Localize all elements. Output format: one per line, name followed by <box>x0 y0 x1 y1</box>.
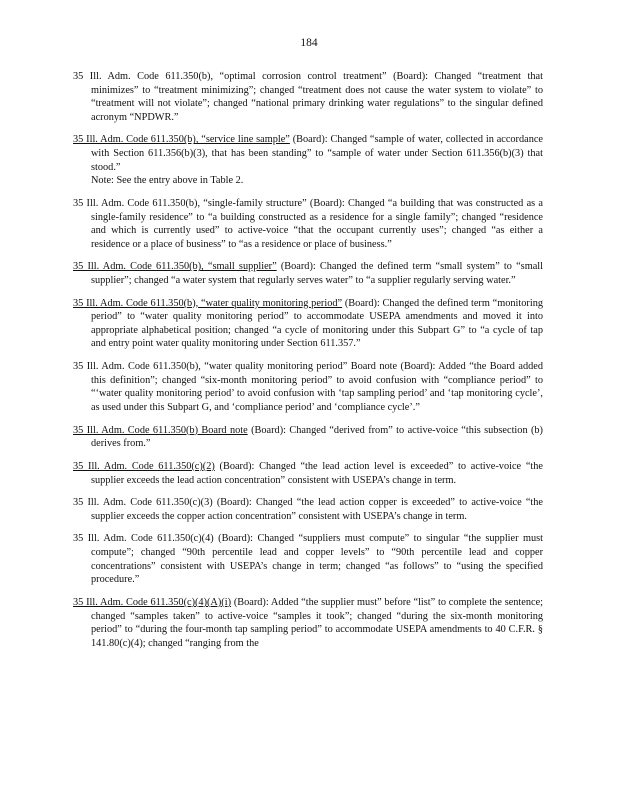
entry-text: (Board): Changed “the lead action level is exceeded” to active-voice “the supplier exceeds the lead action concentration” consistent with USEPA’s change in term. <box>91 460 543 486</box>
entry-text: (Board): Changed the defined term “small system” to “small supplier”; changed “a water system that regularly serves water” to “a supplier regularly serving water.” <box>91 261 543 286</box>
entry-text: (Board): Changed “sample of water, collected in accordance with Section 611.356(b)(3), that has been standing” to “sample of water under Section 611.356(b)(3) that stood.” <box>91 134 543 173</box>
entry-c-4-a-i <box>73 596 543 650</box>
entry-small-supplier <box>73 260 543 287</box>
entry-board-note <box>73 424 543 451</box>
page-number: 184 <box>300 37 318 49</box>
entry-citation: 35 Ill. Adm. Code 611.350(c)(3) <box>73 497 213 509</box>
entry-single-family-structure <box>73 197 543 251</box>
entry-citation: 35 Ill. Adm. Code 611.350(b) Board note <box>73 424 248 436</box>
entry-citation: 35 Ill. Adm. Code 611.350(c)(4)(A)(i) <box>73 596 232 608</box>
entry-service-line-sample <box>73 133 543 187</box>
entry-optimal-corrosion-control-treatment <box>73 70 543 124</box>
entry-text: (Board): Changed “the lead action copper is exceeded” to active-voice “the supplier exceeds the copper action concentration” consistent with USEPA’s change in term. <box>91 497 544 522</box>
entry-text: (Board): Changed “a building that was constructed as a single-family residence” to “a building constructed as a residence for a single family”; changed “residence and which is currently used” to active-voice “that the occupant currently uses”; changed “as either a residence or a place of business” to “as a residence or place of business.” <box>91 197 543 250</box>
entry-citation: 35 Ill. Adm. Code 611.350(b), “water quality monitoring period” Board note <box>73 361 398 373</box>
entry-text: (Board): Changed “derived from” to active-voice “this subsection (b) derives from.” <box>91 424 543 450</box>
entry-citation: 35 Ill. Adm. Code 611.350(b), “water quality monitoring period” <box>73 297 343 309</box>
entry-c-3 <box>73 496 543 523</box>
entry-citation: 35 Ill. Adm. Code 611.350(b), “optimal corrosion control treatment” <box>73 71 387 82</box>
entry-water-quality-monitoring-period-board-note <box>73 360 543 414</box>
entry-citation: 35 Ill. Adm. Code 611.350(c)(4) <box>73 533 214 545</box>
amendment-entries <box>73 70 543 659</box>
entry-text: (Board): Added “the Board added this definition”; changed “six-month monitoring period” to avoid confusion with “compliance period” to “‘water quality monitoring period’ to avoid confusion with ‘tap sampling period’ and ‘tap monitoring cycle’, as used under this Subpart G, and ‘compliance period’ and ‘compliance cycle’.” <box>91 361 543 413</box>
entry-c-4 <box>73 532 543 586</box>
entry-text: (Board): Changed the defined term “monitoring period” to “water quality monitoring period” to accommodate USEPA amendments and moved it into appropriate alphabetical position; changed “a cycle of monitoring under this Subpart G” to “a cycle of tap and entry point water quality monitoring under Section 611.357.” <box>91 297 543 350</box>
entry-citation: 35 Ill. Adm. Code 611.350(b), “small supplier” <box>73 261 277 273</box>
entry-c-2 <box>73 460 543 487</box>
entry-text: (Board): Added “the supplier must” before “list” to complete the sentence; changed “samples taken” to active-voice “samples it took”; changed “during the six-month monitoring period” to “during the four-month tap sampling period” to accommodate USEPA amendments to 40 C.F.R. § 141.80(c)(4); changed “ranging from the <box>91 596 543 649</box>
entry-citation: 35 Ill. Adm. Code 611.350(b), “service line sample” <box>73 134 290 146</box>
entry-note: Note: See the entry above in Table 2. <box>91 175 244 187</box>
entry-water-quality-monitoring-period <box>73 297 543 351</box>
entry-citation: 35 Ill. Adm. Code 611.350(b), “single-family structure” <box>73 197 307 209</box>
entry-text: (Board): Changed “suppliers must compute” to singular “the supplier must compute”; changed “90th percentile lead and copper levels” to “90th percentile lead and copper concentrations” consistent with USEPA’s change in term; changed “as follows” to “using the specified procedure.” <box>91 533 544 586</box>
entry-citation: 35 Ill. Adm. Code 611.350(c)(2) <box>73 460 215 472</box>
entry-text: (Board): Changed “treatment that minimizes” to “treatment minimizing”; changed “treatment does not cause the water system to violate” to “treatment will not violate”; changed “national primary drinking water regulations” to the singular defined acronym “NPDWR.” <box>91 71 543 123</box>
